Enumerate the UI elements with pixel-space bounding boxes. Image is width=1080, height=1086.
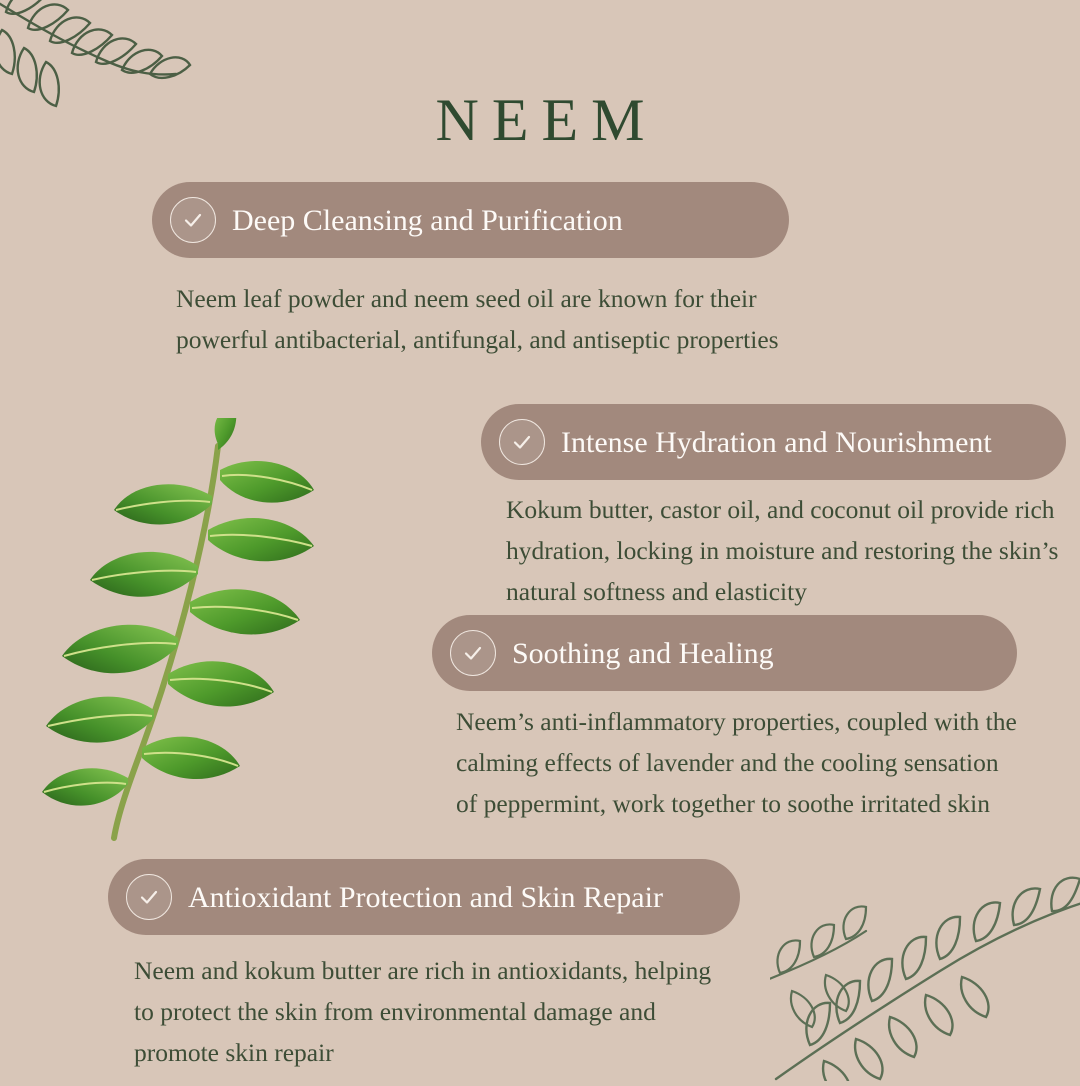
- benefit-label-4: Antioxidant Protection and Skin Repair: [188, 880, 663, 914]
- neem-leaf-illustration: [22, 418, 362, 858]
- benefit-pill-2[interactable]: [481, 404, 1066, 480]
- benefit-pill-3[interactable]: [432, 615, 1017, 691]
- check-circle-icon: [450, 630, 496, 676]
- benefit-text-1: Neem leaf powder and neem seed oil are known for their powerful antibacterial, antifungal, and antiseptic properties: [176, 284, 779, 354]
- check-circle-icon: [170, 197, 216, 243]
- benefit-pill-4[interactable]: [108, 859, 740, 935]
- page-title: NEEM: [435, 87, 658, 153]
- benefit-text-2: Kokum butter, castor oil, and coconut oil provide rich hydration, locking in moisture and restoring the skin’s natural softness and elasticity: [506, 495, 1059, 606]
- benefit-text-3: Neem’s anti-inflammatory properties, coupled with the calming effects of lavender and the cooling sensation of peppermint, work together to soothe irritated skin: [456, 707, 1017, 818]
- check-circle-icon: [126, 874, 172, 920]
- benefit-label-1: Deep Cleansing and Purification: [232, 203, 623, 237]
- benefit-label-3: Soothing and Healing: [512, 636, 774, 670]
- check-circle-icon: [499, 419, 545, 465]
- benefit-text-4: Neem and kokum butter are rich in antioxidants, helping to protect the skin from environmental damage and promote skin repair: [134, 956, 712, 1067]
- benefit-pill-1[interactable]: [152, 182, 789, 258]
- botanical-branch-bottom-right-icon: [770, 831, 1080, 1086]
- benefit-label-2: Intense Hydration and Nourishment: [561, 425, 992, 459]
